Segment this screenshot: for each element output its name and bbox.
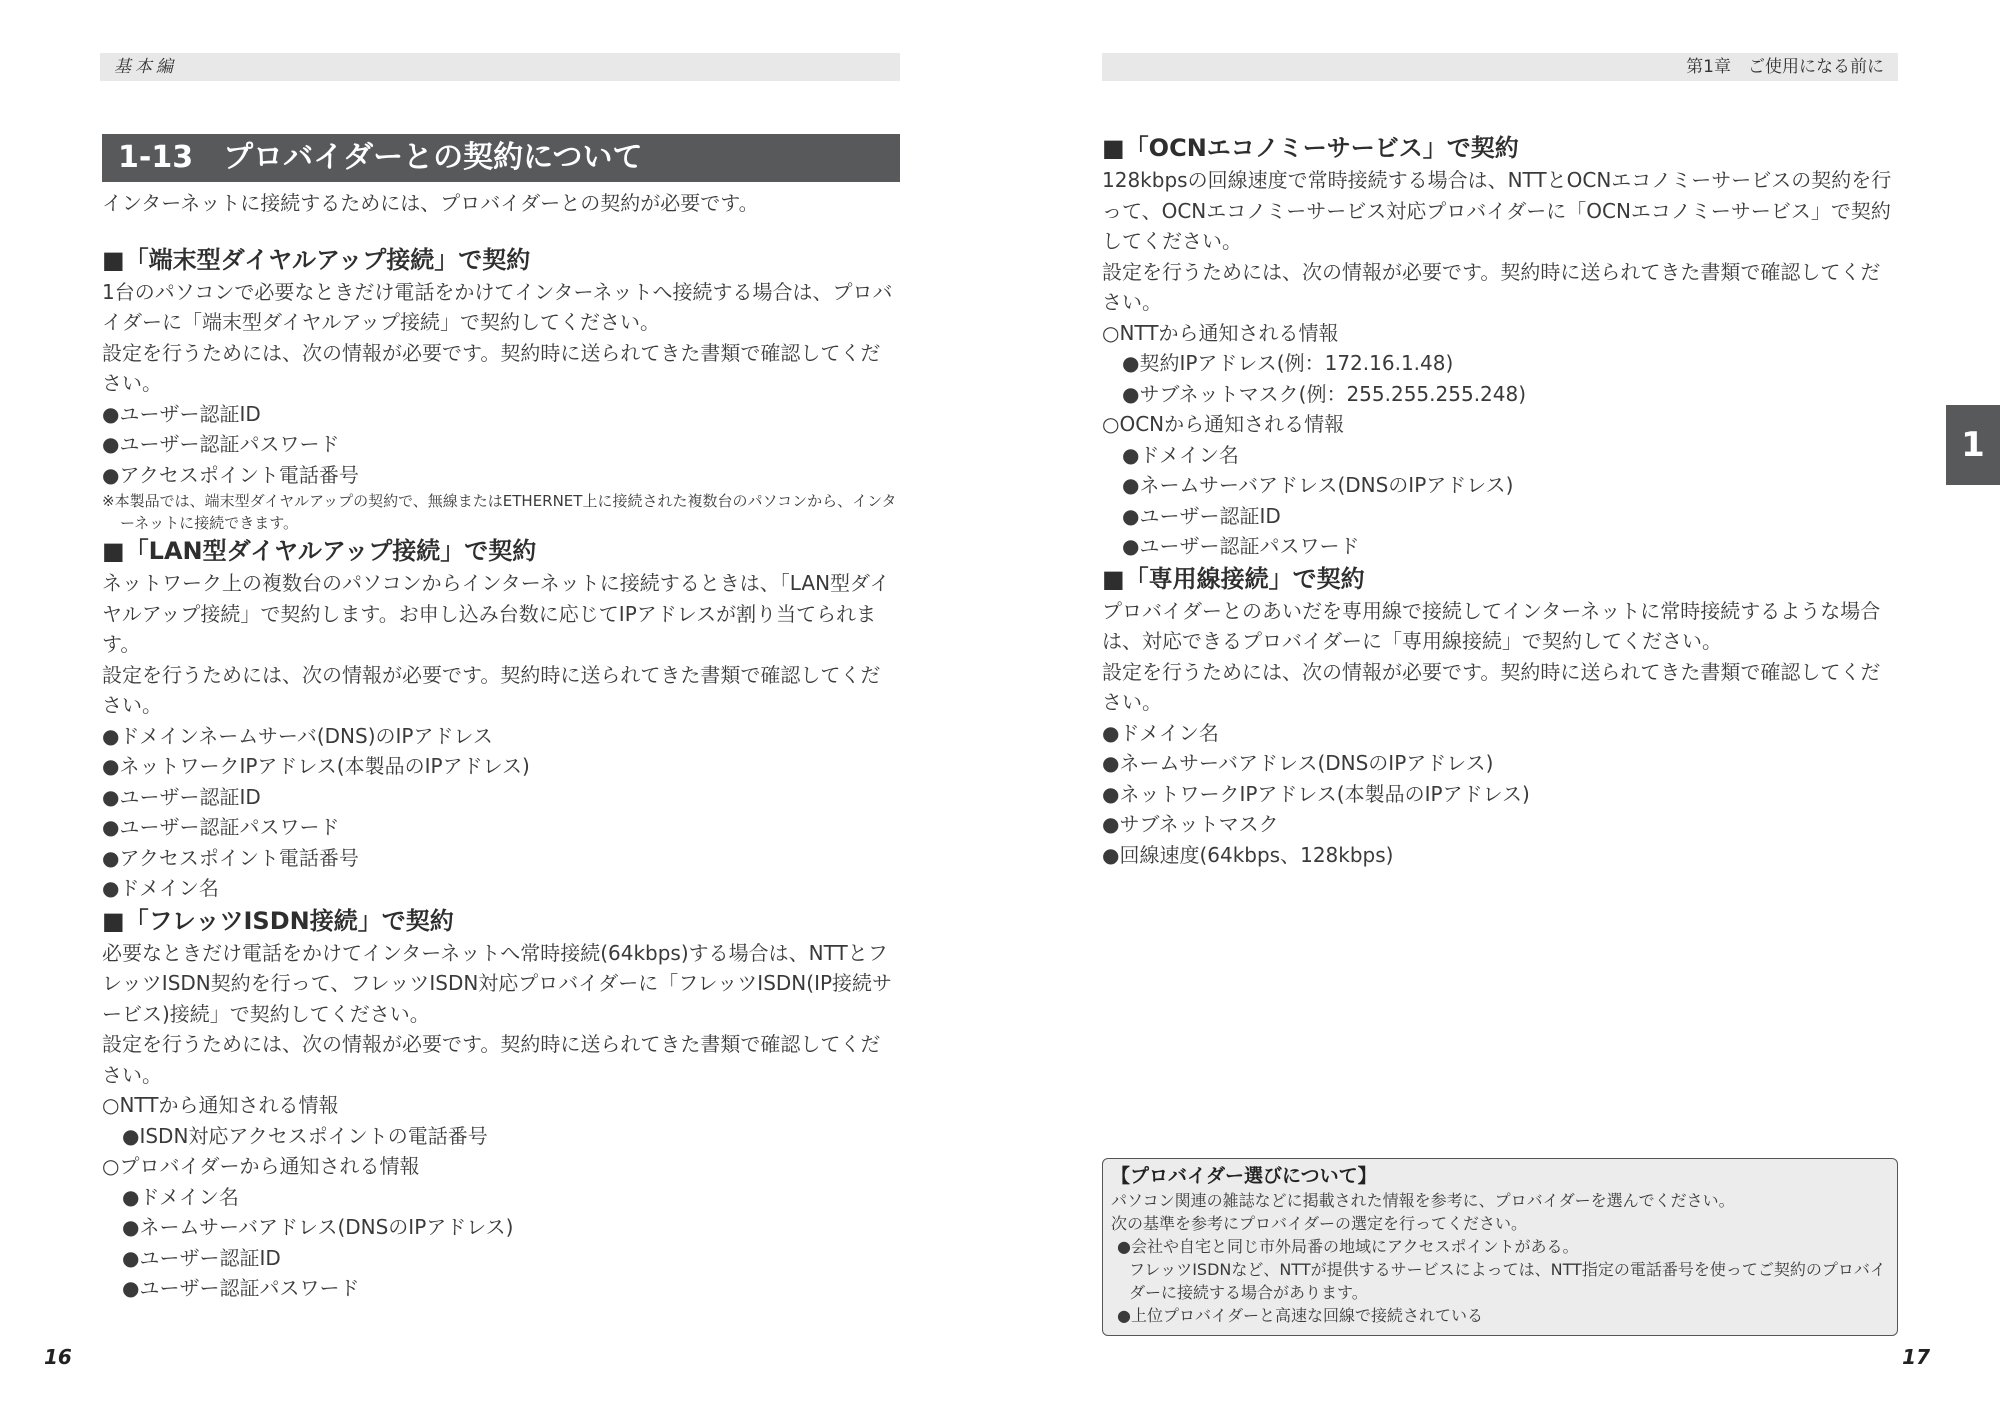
paragraph: 128kbpsの回線速度で常時接続する場合は、NTTとOCNエコノミーサービスの契約を行って、OCNエコノミーサービス対応プロバイダーに「OCNエコノミーサービス」で契約してください。 — [1102, 168, 1892, 253]
paragraph: 1台のパソコンで必要なときだけ電話をかけてインターネットへ接続する場合は、プロバイダーに「端末型ダイヤルアップ接続」で契約してください。 — [102, 279, 893, 334]
paragraph: 設定を行うためには、次の情報が必要です。契約時に送られてきた書類で確認してください。 — [102, 1032, 881, 1087]
info-group-title: ○プロバイダーから通知される情報 — [102, 1154, 420, 1178]
chapter-tab: 1 — [1946, 405, 2000, 485]
box-text: パソコン関連の雑誌などに掲載された情報を参考に、プロバイダーを選んでください。 — [1111, 1191, 1735, 1210]
list-item: ●ドメイン名 — [1122, 442, 1239, 467]
list-item: ●ドメイン名 — [122, 1184, 239, 1209]
paragraph: 設定を行うためには、次の情報が必要です。契約時に送られてきた書類で確認してください。 — [1102, 259, 1881, 314]
list-item: ●サブネットマスク — [1102, 812, 1279, 836]
info-group-title: ○NTTから通知される情報 — [102, 1093, 339, 1117]
paragraph: プロバイダーとのあいだを専用線で接続してインターネットに常時接続するような場合は、対応できるプロバイダーに「専用線接続」で契約してください。 — [1102, 598, 1881, 653]
list-item: ●ネットワークIPアドレス(本製品のIPアドレス) — [1102, 781, 1530, 806]
box-bullet: ●上位プロバイダーと高速な回線で接続されている — [1117, 1306, 1483, 1325]
list-item: ●ユーザー認証ID — [1122, 503, 1281, 528]
list-item: ●ネームサーバアドレス(DNSのIPアドレス) — [122, 1215, 514, 1239]
box-text: 次の基準を参考にプロバイダーの選定を行ってください。 — [1111, 1214, 1528, 1233]
running-header: 第1章 ご使用になる前に — [1102, 53, 1898, 81]
list-item: ●ドメインネームサーバ(DNS)のIPアドレス — [102, 723, 493, 748]
paragraph: 設定を行うためには、次の情報が必要です。契約時に送られてきた書類で確認してください。 — [1102, 659, 1881, 714]
paragraph: 設定を行うためには、次の情報が必要です。契約時に送られてきた書類で確認してください。 — [102, 662, 881, 717]
info-group-title: ○NTTから通知される情報 — [1102, 320, 1339, 345]
list-item: ●回線速度(64kbps、128kbps) — [1102, 842, 1394, 867]
left-column — [102, 134, 900, 1304]
list-item: ●ユーザー認証パスワード — [122, 1276, 360, 1300]
list-item: ●ドメイン名 — [102, 876, 219, 900]
heading-lan-dialup: ■「LAN型ダイヤルアップ接続」で契約 — [102, 537, 537, 565]
heading-ocn-economy: ■「OCNエコノミーサービス」で契約 — [1102, 134, 1519, 162]
page-number: 17 — [1902, 1345, 1930, 1369]
list-item: ●ドメイン名 — [1102, 720, 1219, 745]
list-item: ●アクセスポイント電話番号 — [102, 462, 359, 487]
page-number: 16 — [44, 1345, 72, 1369]
list-item: ●ユーザー認証パスワード — [102, 815, 340, 839]
intro-text: インターネットに接続するためには、プロバイダーとの契約が必要です。 — [102, 191, 759, 215]
list-item: ●ネットワークIPアドレス(本製品のIPアドレス) — [102, 754, 530, 778]
box-text: フレッツISDNなど、NTTが提供するサービスによっては、NTT指定の電話番号を使ってご契約のプロバイダーに接続する場合があります。 — [1129, 1260, 1886, 1302]
provider-tips-box — [1102, 1158, 1898, 1336]
list-item: ●ユーザー認証パスワード — [102, 432, 340, 456]
box-title: 【プロバイダー選びについて】 — [1111, 1165, 1377, 1187]
section-title: 1-13 プロバイダーとの契約について — [102, 134, 900, 182]
right-page — [1000, 0, 2000, 1419]
heading-terminal-dialup: ■「端末型ダイヤルアップ接続」で契約 — [102, 245, 531, 274]
running-header: 基本編 — [100, 53, 900, 81]
paragraph: 設定を行うためには、次の情報が必要です。契約時に送られてきた書類で確認してください。 — [102, 340, 881, 395]
list-item: ●ユーザー認証ID — [102, 784, 261, 809]
list-item: ●ユーザー認証ID — [102, 401, 261, 426]
list-item: ●ISDN対応アクセスポイントの電話番号 — [122, 1123, 488, 1148]
info-group-title: ○OCNから通知される情報 — [1102, 412, 1345, 436]
heading-flets-isdn: ■「フレッツISDN接続」で契約 — [102, 906, 454, 935]
right-column — [1102, 131, 1898, 870]
paragraph: ネットワーク上の複数台のパソコンからインターネットに接続するときは、「LAN型ダイヤルアップ接続」で契約します。お申し込み台数に応じてIPアドレスが割り当てられます。 — [102, 571, 890, 656]
list-item: ●ネームサーバアドレス(DNSのIPアドレス) — [1122, 473, 1514, 497]
note-text: ※本製品では、端末型ダイヤルアップの契約で、無線またはETHERNET上に接続された複数台のパソコンから、インターネットに接続できます。 — [102, 492, 897, 532]
list-item: ●ネームサーバアドレス(DNSのIPアドレス) — [1102, 751, 1494, 775]
list-item: ●ユーザー認証ID — [122, 1245, 281, 1270]
list-item: ●契約IPアドレス(例：172.16.1.48) — [1122, 351, 1454, 375]
paragraph: 必要なときだけ電話をかけてインターネットへ常時接続(64kbps)する場合は、NTTとフレッツISDN契約を行って、フレッツISDN対応プロバイダーに「フレッツISDN(IP接続サービス)接続」で契約してください。 — [102, 940, 893, 1026]
list-item: ●サブネットマスク(例：255.255.255.248) — [1122, 381, 1527, 406]
list-item: ●アクセスポイント電話番号 — [102, 845, 359, 870]
box-bullet: ●会社や自宅と同じ市外局番の地域にアクセスポイントがある。 — [1117, 1237, 1579, 1256]
list-item: ●ユーザー認証パスワード — [1122, 534, 1360, 558]
heading-leased-line: ■「専用線接続」で契約 — [1102, 564, 1365, 593]
